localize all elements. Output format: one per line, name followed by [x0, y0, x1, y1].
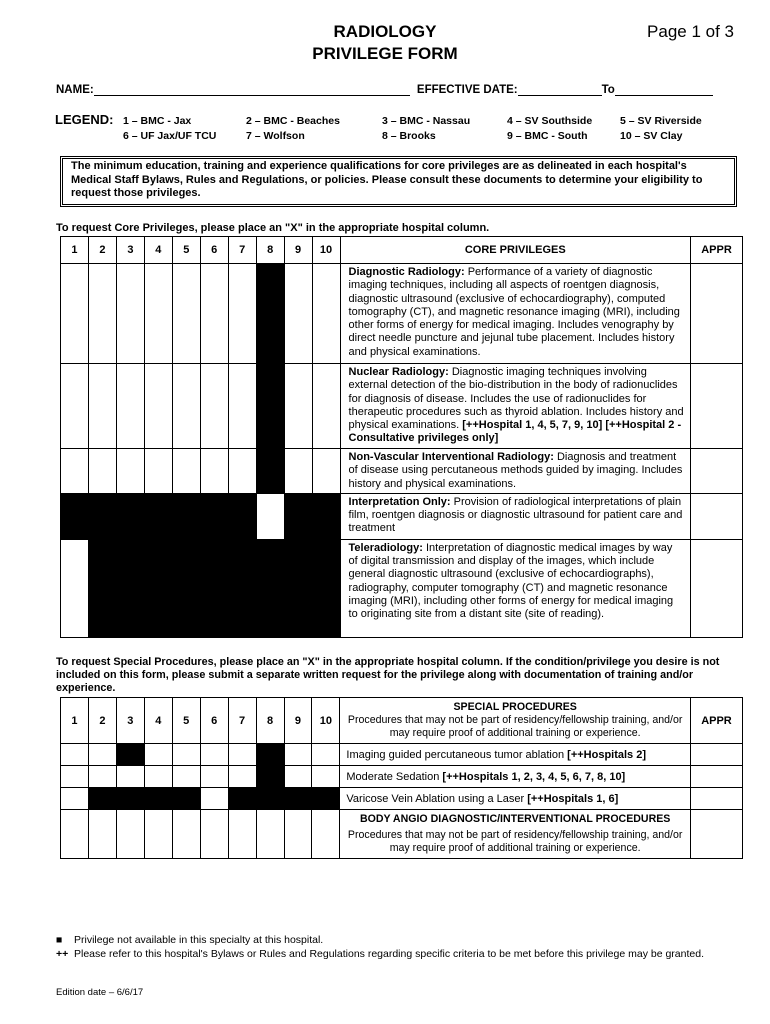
col-header: 10 [312, 237, 340, 264]
core-instruction: To request Core Privileges, please place an "X" in the appropriate hospital column. [56, 222, 490, 234]
legend-item: 1 – BMC - Jax [123, 115, 192, 127]
col-header: 4 [144, 237, 172, 264]
core-privileges-header: CORE PRIVILEGES [340, 237, 690, 264]
legend-item: 2 – BMC - Beaches [246, 115, 340, 127]
table-row [61, 449, 743, 494]
hospital-checkbox-cell[interactable] [144, 264, 172, 364]
procedure-note: [++Hospitals 2] [567, 748, 647, 761]
appr-cell[interactable] [691, 493, 743, 539]
legend-item: 8 – Brooks [382, 130, 436, 142]
table-row [61, 364, 743, 449]
col-header: 5 [172, 698, 200, 744]
procedure-text: Moderate Sedation [346, 770, 443, 783]
hospital-checkbox-cell[interactable] [200, 766, 228, 788]
procedure-note: [++Hospitals 1, 6] [527, 792, 619, 805]
plus-plus-icon: ++ [56, 948, 69, 960]
unavailable-cell [172, 493, 200, 539]
name-field[interactable] [94, 82, 410, 96]
unavailable-cell [200, 539, 228, 637]
to-label: To [601, 84, 615, 96]
body-angio-title: BODY ANGIO DIAGNOSTIC/INTERVENTIONAL PROCEDURES [359, 813, 671, 825]
hospital-checkbox-cell[interactable] [200, 364, 228, 449]
unavailable-cell [256, 364, 284, 449]
hospital-checkbox-cell[interactable] [61, 449, 89, 494]
privilege-description [340, 364, 690, 449]
hospital-checkbox-cell[interactable] [144, 364, 172, 449]
appr-cell[interactable] [691, 364, 743, 449]
col-header: 3 [116, 698, 144, 744]
unavailable-cell [312, 539, 340, 637]
table-row [61, 744, 743, 766]
privilege-description [340, 493, 690, 539]
unavailable-cell [284, 493, 312, 539]
hospital-checkbox-cell[interactable] [116, 766, 144, 788]
hospital-checkbox-cell[interactable] [116, 264, 144, 364]
unavailable-cell [256, 264, 284, 364]
effective-date-to-field[interactable] [615, 82, 713, 96]
procedure-text: Varicose Vein Ablation using a Laser [346, 792, 528, 805]
hospital-checkbox-cell[interactable] [88, 744, 116, 766]
col-header: 7 [228, 237, 256, 264]
appr-cell[interactable] [690, 810, 742, 859]
legend-item: 10 – SV Clay [620, 130, 683, 142]
hospital-checkbox-cell[interactable] [144, 744, 172, 766]
privilege-name: Diagnostic Radiology: [348, 266, 465, 278]
table-row [61, 493, 743, 539]
unavailable-cell [228, 539, 256, 637]
privilege-name: Nuclear Radiology: [348, 366, 449, 378]
effective-date-from-field[interactable] [518, 82, 602, 96]
hospital-checkbox-cell[interactable] [172, 264, 200, 364]
legend-item: 7 – Wolfson [246, 130, 305, 142]
special-procedures-header [340, 698, 691, 744]
hospital-checkbox-cell[interactable] [116, 449, 144, 494]
unavailable-cell [200, 493, 228, 539]
footer-notes [56, 933, 736, 961]
col-header: 8 [256, 698, 284, 744]
hospital-checkbox-cell[interactable] [200, 810, 228, 859]
hospital-checkbox-cell[interactable] [172, 744, 200, 766]
special-instruction: To request Special Procedures, please place an "X" in the appropriate hospital column. If the condition/privilege you desire is not included on this form, please submit a separate written request for the privilege along with documentation of training and/or experience. [56, 656, 720, 694]
col-header: 7 [228, 698, 256, 744]
unavailable-cell [284, 788, 312, 810]
procedure-note: [++Hospitals 1, 2, 3, 4, 5, 6, 7, 8, 10] [442, 770, 626, 783]
hospital-checkbox-cell[interactable] [116, 810, 144, 859]
legend-label: LEGEND: [55, 112, 114, 127]
page-number: Page 1 of 3 [647, 22, 734, 41]
hospital-checkbox-cell[interactable] [228, 449, 256, 494]
col-header: 8 [256, 237, 284, 264]
privilege-text: Provision of radiological interpretations of plain film, roentgen diagnosis or diagnostic ultrasound for patient care and treatment [348, 495, 683, 535]
hospital-checkbox-cell[interactable] [144, 766, 172, 788]
col-header: 2 [88, 698, 116, 744]
col-header: 2 [88, 237, 116, 264]
procedure-description [340, 788, 691, 810]
special-header-row [61, 698, 743, 744]
unavailable-cell [172, 539, 200, 637]
hospital-checkbox-cell[interactable] [144, 810, 172, 859]
hospital-checkbox-cell[interactable] [144, 449, 172, 494]
privilege-text: Diagnosis and treatment of disease using percutaneous methods guided by imaging. Includes history and physical examinations. [348, 451, 683, 490]
hospital-checkbox-cell[interactable] [88, 364, 116, 449]
col-header: 3 [116, 237, 144, 264]
privilege-name: Teleradiology: [348, 541, 423, 554]
appr-cell[interactable] [690, 744, 742, 766]
unavailable-cell [116, 744, 144, 766]
legend-item: 5 – SV Riverside [620, 115, 702, 127]
col-header: 9 [284, 237, 312, 264]
unavailable-cell [312, 788, 340, 810]
hospital-checkbox-cell[interactable] [284, 744, 312, 766]
privilege-note: [++Hospital 1, 4, 5, 7, 9, 10] [++Hospital 2 - Consultative privileges only] [348, 419, 682, 445]
special-procedures-title: SPECIAL PROCEDURES [453, 701, 577, 713]
page-title: RADIOLOGY [333, 22, 437, 41]
col-header: 4 [144, 698, 172, 744]
unavailable-cell [88, 493, 116, 539]
unavailable-cell [256, 449, 284, 494]
unavailable-cell [172, 788, 200, 810]
legend-item: 9 – BMC - South [507, 130, 588, 142]
hospital-checkbox-cell[interactable] [116, 364, 144, 449]
col-header: 10 [312, 698, 340, 744]
hospital-checkbox-cell[interactable] [228, 744, 256, 766]
body-angio-subtitle: Procedures that may not be part of residency/fellowship training, and/or may require proof of additional training or experience. [347, 829, 683, 854]
legend-item: 6 – UF Jax/UF TCU [123, 130, 217, 142]
hospital-checkbox-cell[interactable] [228, 364, 256, 449]
unavailable-cell [256, 788, 284, 810]
hospital-checkbox-cell[interactable] [312, 449, 340, 494]
unavailable-cell [228, 788, 256, 810]
hospital-checkbox-cell[interactable] [312, 744, 340, 766]
hospital-checkbox-cell[interactable] [61, 744, 89, 766]
appr-cell[interactable] [691, 539, 743, 637]
hospital-checkbox-cell[interactable] [228, 264, 256, 364]
hospital-checkbox-cell[interactable] [88, 449, 116, 494]
form-fields-row [56, 82, 736, 96]
unavailable-cell [116, 788, 144, 810]
col-header: 5 [172, 237, 200, 264]
hospital-checkbox-cell[interactable] [172, 364, 200, 449]
hospital-checkbox-cell[interactable] [284, 810, 312, 859]
edition-date: Edition date – 6/6/17 [56, 987, 144, 998]
hospital-checkbox-cell[interactable] [284, 264, 312, 364]
appr-cell[interactable] [691, 449, 743, 494]
special-procedures-table [60, 697, 743, 859]
hospital-checkbox-cell[interactable] [61, 810, 89, 859]
col-header: 9 [284, 698, 312, 744]
hospital-checkbox-cell[interactable] [172, 766, 200, 788]
legend-note-unavailable: ■ Privilege not available in this specialty at this hospital. [56, 934, 324, 946]
unavailable-cell [144, 493, 172, 539]
col-header: 6 [200, 237, 228, 264]
hospital-checkbox-cell[interactable] [312, 264, 340, 364]
hospital-checkbox-cell[interactable] [284, 449, 312, 494]
unavailable-cell [312, 493, 340, 539]
privilege-description [340, 539, 690, 637]
privilege-name: Interpretation Only: [348, 495, 451, 508]
hospital-checkbox-cell[interactable] [312, 810, 340, 859]
unavailable-cell [256, 766, 284, 788]
hospital-checkbox-cell[interactable] [200, 788, 228, 810]
appr-cell[interactable] [690, 766, 742, 788]
hospital-checkbox-cell[interactable] [284, 766, 312, 788]
procedure-text: Imaging guided percutaneous tumor ablation [346, 748, 568, 761]
unavailable-cell [88, 788, 116, 810]
legend-item: 4 – SV Southside [507, 115, 593, 127]
hospital-checkbox-cell[interactable] [172, 449, 200, 494]
legend-note-bylaws: ++ Please refer to this hospital's Bylaws or Rules and Regulations regarding specific criteria to be met before this privilege may be granted. [56, 948, 704, 960]
core-privileges-table [60, 236, 743, 638]
procedure-description [340, 766, 691, 788]
hospital-checkbox-cell[interactable] [200, 264, 228, 364]
hospital-checkbox-cell[interactable] [228, 766, 256, 788]
privilege-name: Non-Vascular Interventional Radiology: [348, 451, 554, 463]
col-header: 1 [61, 237, 89, 264]
privilege-text: Diagnostic imaging techniques involving external detection of the bio-distribution in the body of radionuclides for diagnosis of disease. Includes the use of radionuclides for therapeutic procedures such as thyroid ablation. Includes history and physical examinations. [348, 366, 684, 432]
unavailable-cell [116, 493, 144, 539]
privilege-description [340, 264, 690, 364]
effective-date-label: EFFECTIVE DATE: [416, 84, 518, 96]
appr-header: APPR [691, 237, 743, 264]
unavailable-cell [61, 493, 89, 539]
unavailable-cell [116, 539, 144, 637]
table-row [61, 539, 743, 637]
hospital-checkbox-cell[interactable] [312, 364, 340, 449]
appr-cell[interactable] [691, 264, 743, 364]
special-procedures-subtitle: Procedures that may not be part of residency/fellowship training, and/or may require proof of additional training or experience. [347, 714, 683, 739]
hospital-checkbox-cell[interactable] [228, 810, 256, 859]
hospital-checkbox-cell[interactable] [88, 810, 116, 859]
appr-cell[interactable] [690, 788, 742, 810]
hospital-checkbox-cell[interactable] [61, 788, 89, 810]
table-row [61, 264, 743, 364]
hospital-checkbox-cell[interactable] [200, 449, 228, 494]
privilege-text: Interpretation of diagnostic medical images by way of digital transmission and display of the images, which include general diagnostic ultrasound (exclusive of echocardiographs), radiography, computer tomography (CT) and magnetic resonance imaging (MRI), including other forms of energy for medical imaging to originating site from a distant site (site of reading). [348, 541, 674, 621]
hospital-checkbox-cell[interactable] [284, 364, 312, 449]
hospital-checkbox-cell[interactable] [61, 766, 89, 788]
unavailable-cell [144, 539, 172, 637]
col-header: 1 [61, 698, 89, 744]
hospital-checkbox-cell[interactable] [88, 766, 116, 788]
eligibility-notice: The minimum education, training and experience qualifications for core privileges are as delineated in each hospital's Medical Staff Bylaws, Rules and Regulations, or policies. Please consult these documents to determine your eligibility to request those privileges. [60, 156, 737, 207]
unavailable-cell [256, 744, 284, 766]
page-subtitle: PRIVILEGE FORM [312, 44, 458, 63]
unavailable-cell [284, 539, 312, 637]
hospital-checkbox-cell[interactable] [61, 539, 89, 637]
hospital-checkbox-cell[interactable] [88, 264, 116, 364]
hospital-checkbox-cell[interactable] [256, 810, 284, 859]
appr-header: APPR [690, 698, 742, 744]
unavailable-cell [144, 788, 172, 810]
core-header-row [61, 237, 743, 264]
privilege-text: Performance of a variety of diagnostic imaging techniques, including all aspects of roentgen diagnosis, diagnostic ultrasound (exclusive of echocardiography), computed tomography (CT), and magnetic resonance imaging (MRI), including other forms of energy for medical imaging. Includes venography by direct needle puncture and jejunal tube placement. Includes history and physical examinations. [348, 266, 680, 358]
hospital-checkbox-cell[interactable] [172, 810, 200, 859]
black-square-icon: ■ [56, 934, 63, 946]
hospital-checkbox-cell[interactable] [256, 493, 284, 539]
table-row [61, 810, 743, 859]
name-label: NAME: [56, 84, 94, 96]
hospital-checkbox-cell[interactable] [61, 264, 89, 364]
procedure-description [340, 744, 691, 766]
unavailable-cell [256, 539, 284, 637]
table-row [61, 788, 743, 810]
unavailable-cell [88, 539, 116, 637]
table-row [61, 766, 743, 788]
legend-item: 3 – BMC - Nassau [382, 115, 471, 127]
body-angio-header [340, 810, 691, 859]
hospital-checkbox-cell[interactable] [61, 364, 89, 449]
privilege-description [340, 449, 690, 494]
col-header: 6 [200, 698, 228, 744]
hospital-checkbox-cell[interactable] [200, 744, 228, 766]
hospital-checkbox-cell[interactable] [312, 766, 340, 788]
unavailable-cell [228, 493, 256, 539]
